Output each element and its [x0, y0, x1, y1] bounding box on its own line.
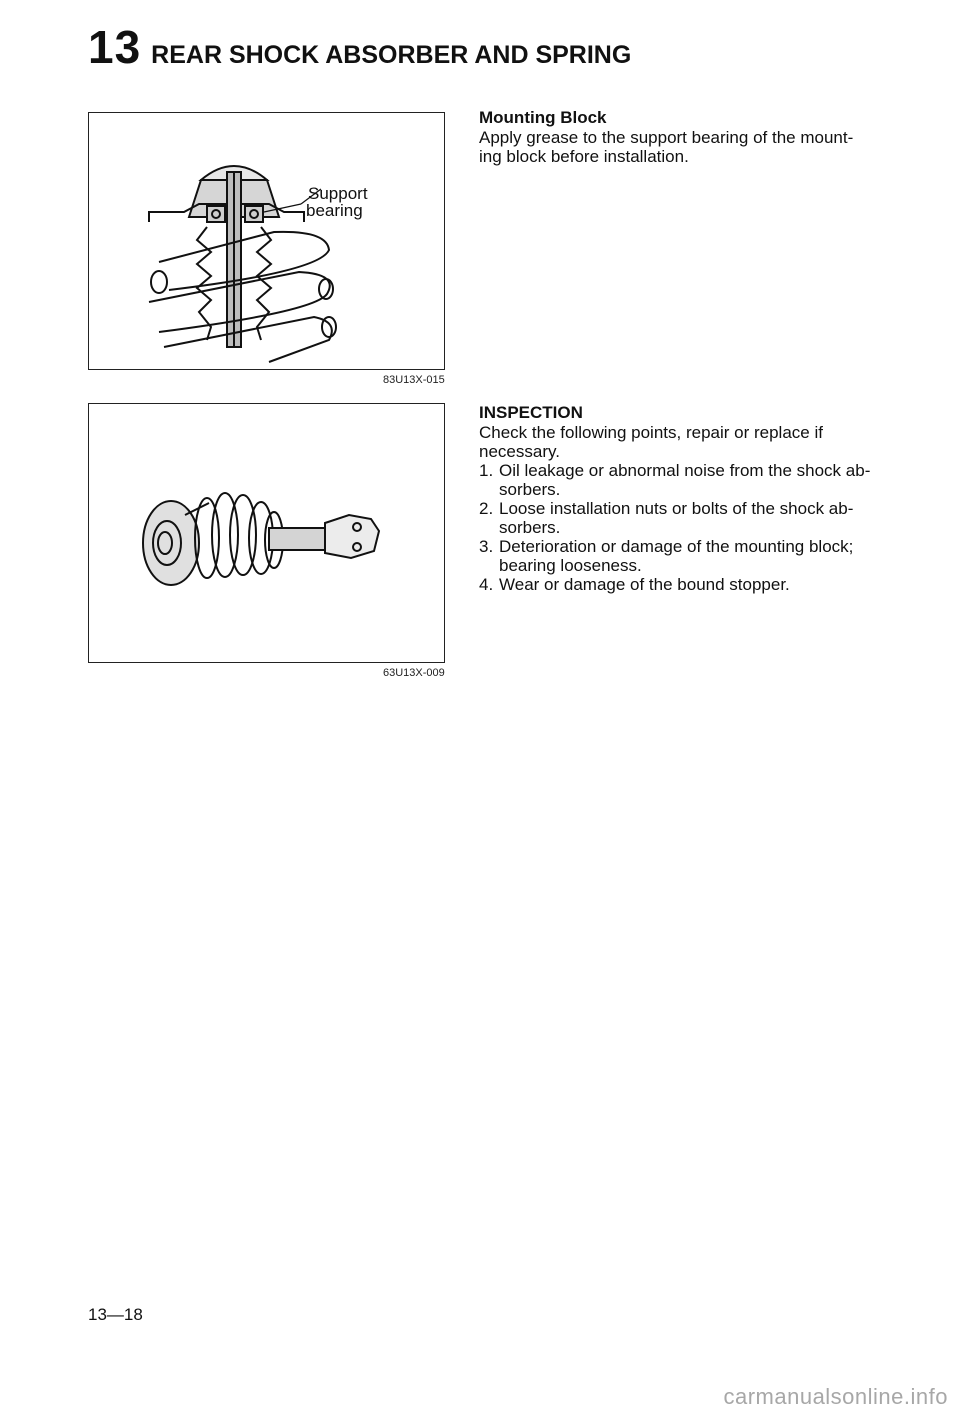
inspection-list	[479, 461, 899, 594]
list-item	[479, 575, 899, 594]
item-line: Deterioration or damage of the mounting block;	[499, 537, 854, 556]
section-intro	[479, 423, 899, 461]
chapter-header	[88, 20, 631, 74]
section-inspection	[479, 403, 899, 594]
item-number: 3.	[479, 537, 494, 556]
body-line: necessary.	[479, 442, 560, 461]
watermark: carmanualsonline.info	[723, 1384, 948, 1409]
page-number: 13—18	[88, 1305, 143, 1324]
figure-mounting-block	[88, 112, 445, 370]
figure-code: 63U13X-009	[383, 667, 445, 679]
item-line: sorbers.	[499, 480, 561, 499]
item-line: Wear or damage of the bound stopper.	[499, 575, 790, 594]
item-line: sorbers.	[499, 518, 561, 537]
chapter-title: REAR SHOCK ABSORBER AND SPRING	[151, 41, 632, 69]
callout-bearing: bearing	[306, 201, 363, 220]
item-line: Oil leakage or abnormal noise from the shock ab-	[499, 461, 871, 480]
section-heading: Mounting Block	[479, 108, 607, 127]
item-line: Loose installation nuts or bolts of the shock ab-	[499, 499, 854, 518]
item-number: 4.	[479, 575, 494, 594]
figure-shock-absorber	[88, 403, 445, 663]
item-number: 2.	[479, 499, 494, 518]
list-item	[479, 461, 899, 499]
section-heading: INSPECTION	[479, 403, 583, 422]
chapter-number: 13	[88, 21, 142, 73]
list-item	[479, 537, 899, 575]
item-number: 1.	[479, 461, 494, 480]
figure-code: 83U13X-015	[383, 374, 445, 386]
callout-support: Support	[308, 184, 368, 203]
shock-absorber-illustration	[89, 403, 444, 663]
mounting-block-illustration	[89, 112, 444, 370]
section-body	[479, 128, 899, 166]
item-line: bearing looseness.	[499, 556, 642, 575]
list-item	[479, 499, 899, 537]
body-line: ing block before installation.	[479, 147, 689, 166]
body-line: Check the following points, repair or replace if	[479, 423, 823, 442]
body-line: Apply grease to the support bearing of the mount-	[479, 128, 854, 147]
section-mounting-block	[479, 108, 899, 166]
